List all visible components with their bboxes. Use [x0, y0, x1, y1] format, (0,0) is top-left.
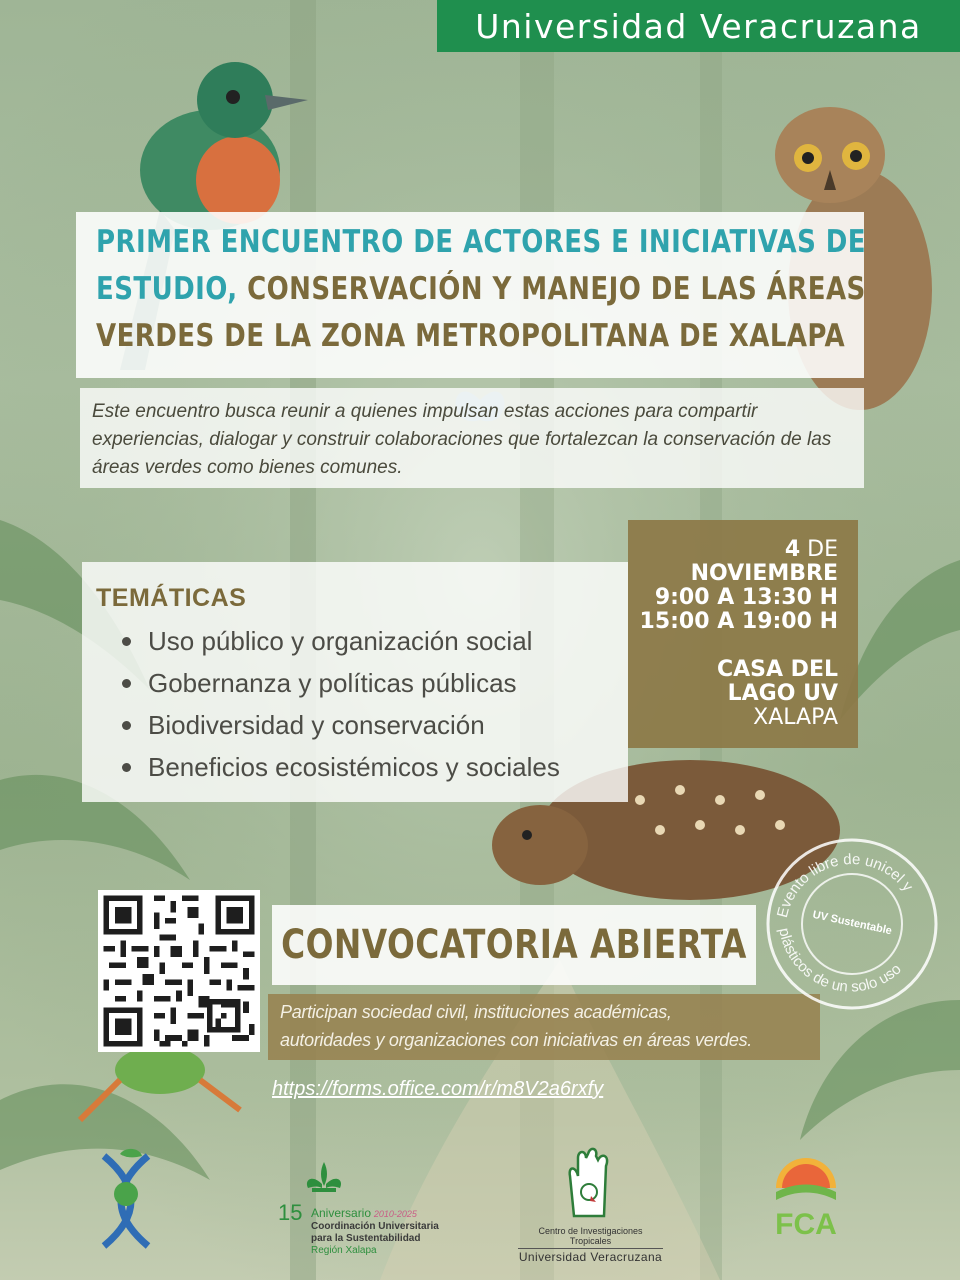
uv-fleur-de-lis-logo [302, 1160, 346, 1200]
topic-item [120, 620, 560, 662]
cit-line-1: Centro de Investigaciones Tropicales [538, 1226, 643, 1246]
bullet-icon [122, 679, 131, 688]
event-de: DE [807, 537, 838, 562]
event-details-box [628, 520, 858, 748]
participants-line-1: Participan sociedad civil, instituciones académicas, [280, 1002, 672, 1022]
title-line-3: VERDES DE LA ZONA METROPOLITANA DE XALAPA [96, 318, 846, 354]
topic-item [120, 704, 560, 746]
stamp-center: UV Sustentable [811, 908, 893, 938]
event-venue-2: LAGO UV [727, 681, 838, 706]
bullet-icon [122, 763, 131, 772]
fca-logo [768, 1148, 844, 1248]
anniversary-label: Aniversario [311, 1206, 372, 1220]
event-date-row [785, 538, 838, 562]
bullet-icon [122, 721, 131, 730]
topic-item [120, 746, 560, 788]
topic-label: Biodiversidad y conservación [148, 710, 485, 740]
hand-bird-logo [560, 1146, 618, 1218]
event-time-1: 9:00 A 13:30 H [654, 585, 838, 610]
stamp-arc-top: Evento libre de unicel y [773, 850, 917, 920]
registration-link[interactable]: https://forms.office.com/r/m8V2a6rxfy [272, 1078, 604, 1100]
title-line-2 [96, 269, 866, 309]
topic-label: Uso público y organización social [148, 626, 533, 656]
cus-line-1: Coordinación Universitaria [311, 1221, 439, 1232]
event-city: XALAPA [753, 705, 838, 730]
participants-box [268, 994, 820, 1060]
call-title: CONVOCATORIA ABIERTA [281, 922, 747, 968]
cus-region: Región Xalapa [311, 1245, 377, 1256]
university-name: Universidad Veracruzana [475, 6, 922, 46]
event-time-2: 15:00 A 19:00 H [639, 609, 838, 634]
cit-logo-text [518, 1226, 663, 1264]
event-month: NOVIEMBRE [690, 561, 838, 586]
title-line-2-olive: CONSERVACIÓN Y MANEJO DE LAS ÁREAS [237, 271, 866, 307]
participants-line-2: autoridades y organizaciones con iniciativas en áreas verdes. [280, 1030, 752, 1050]
bullet-icon [122, 637, 131, 646]
topic-label: Gobernanza y políticas públicas [148, 668, 517, 698]
topic-item [120, 662, 560, 704]
topics-title: TEMÁTICAS [96, 584, 247, 612]
event-venue-1: CASA DEL [716, 657, 838, 682]
intro-box [80, 388, 864, 488]
stamp-arc-bottom: plásticos de un solo uso [775, 926, 905, 996]
topic-label: Beneficios ecosistémicos y sociales [148, 752, 560, 782]
cus-logo-text [311, 1207, 439, 1257]
participants-text [280, 998, 752, 1054]
cit-line-2: Universidad Veracruzana [518, 1250, 663, 1264]
event-title-box [76, 212, 867, 378]
qr-code[interactable] [98, 890, 260, 1052]
anniversary-years: 2010-2025 [373, 1209, 417, 1219]
event-day: 4 [784, 537, 801, 562]
cus-line-2: para la Sustentabilidad [311, 1233, 421, 1244]
fca-letters: FCA [775, 1208, 837, 1241]
title-line-1: PRIMER ENCUENTRO DE ACTORES E INICIATIVAS DE [96, 224, 867, 260]
eco-event-stamp [762, 834, 942, 1014]
topics-box [82, 562, 628, 802]
dna-globe-logo [90, 1146, 162, 1250]
call-title-box [272, 905, 756, 985]
university-header [437, 0, 960, 52]
intro-text: Este encuentro busca reunir a quienes impulsan estas acciones para compartir experiencias, dialogar y construir colaboraciones que fortalezcan la conservación de las áreas verdes como bienes comunes. [92, 401, 832, 478]
title-line-2-teal: ESTUDIO, [96, 271, 238, 307]
topics-list [120, 620, 560, 788]
anniversary-number: 15 [278, 1200, 303, 1225]
